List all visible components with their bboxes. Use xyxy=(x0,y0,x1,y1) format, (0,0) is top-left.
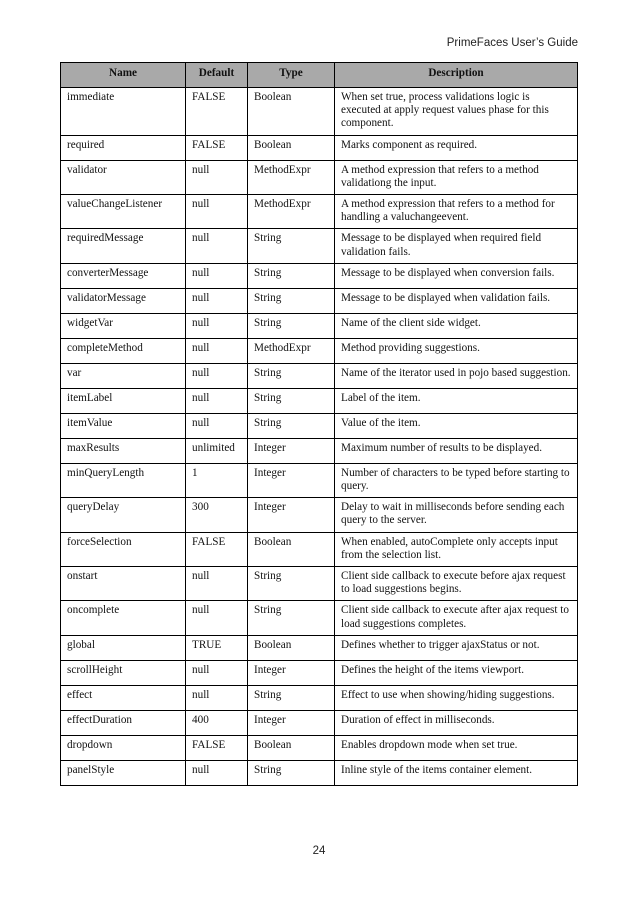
cell-description: Delay to wait in milliseconds before sending each query to the server. xyxy=(335,498,578,532)
cell-description: Maximum number of results to be displayed. xyxy=(335,438,578,463)
cell-type: Boolean xyxy=(248,135,335,160)
cell-default: null xyxy=(186,685,248,710)
cell-type: String xyxy=(248,288,335,313)
cell-type: String xyxy=(248,601,335,635)
table-row xyxy=(61,685,578,710)
cell-default: unlimited xyxy=(186,438,248,463)
cell-name: onstart xyxy=(61,567,186,601)
cell-description: Effect to use when showing/hiding suggestions. xyxy=(335,685,578,710)
cell-type: Boolean xyxy=(248,635,335,660)
cell-type: MethodExpr xyxy=(248,195,335,229)
cell-description: Client side callback to execute after ajax request to load suggestions completes. xyxy=(335,601,578,635)
cell-description: Message to be displayed when validation fails. xyxy=(335,288,578,313)
cell-name: completeMethod xyxy=(61,338,186,363)
cell-type: Integer xyxy=(248,438,335,463)
column-header-name: Name xyxy=(61,63,186,88)
cell-type: String xyxy=(248,413,335,438)
cell-description: A method expression that refers to a method for handling a valuchangeevent. xyxy=(335,195,578,229)
cell-description: Method providing suggestions. xyxy=(335,338,578,363)
cell-description: Defines whether to trigger ajaxStatus or not. xyxy=(335,635,578,660)
cell-name: required xyxy=(61,135,186,160)
table-row xyxy=(61,135,578,160)
cell-type: String xyxy=(248,567,335,601)
cell-name: queryDelay xyxy=(61,498,186,532)
cell-type: Boolean xyxy=(248,735,335,760)
cell-default: null xyxy=(186,601,248,635)
cell-default: FALSE xyxy=(186,88,248,136)
cell-name: effect xyxy=(61,685,186,710)
cell-name: var xyxy=(61,363,186,388)
table-row xyxy=(61,438,578,463)
cell-default: null xyxy=(186,288,248,313)
cell-description: Defines the height of the items viewport. xyxy=(335,660,578,685)
cell-description: Label of the item. xyxy=(335,388,578,413)
table-row xyxy=(61,463,578,497)
cell-type: MethodExpr xyxy=(248,338,335,363)
cell-type: Integer xyxy=(248,463,335,497)
cell-name: immediate xyxy=(61,88,186,136)
column-header-description: Description xyxy=(335,63,578,88)
cell-default: FALSE xyxy=(186,532,248,566)
cell-name: maxResults xyxy=(61,438,186,463)
table-row xyxy=(61,363,578,388)
cell-description: Duration of effect in milliseconds. xyxy=(335,710,578,735)
cell-name: itemLabel xyxy=(61,388,186,413)
cell-type: String xyxy=(248,229,335,263)
cell-description: Client side callback to execute before ajax request to load suggestions begins. xyxy=(335,567,578,601)
cell-name: requiredMessage xyxy=(61,229,186,263)
cell-default: FALSE xyxy=(186,735,248,760)
table-row xyxy=(61,660,578,685)
cell-description: Message to be displayed when conversion fails. xyxy=(335,263,578,288)
cell-description: Name of the iterator used in pojo based suggestion. xyxy=(335,363,578,388)
column-header-default: Default xyxy=(186,63,248,88)
running-header: PrimeFaces User’s Guide xyxy=(446,37,578,49)
cell-default: 300 xyxy=(186,498,248,532)
cell-name: validatorMessage xyxy=(61,288,186,313)
table-row xyxy=(61,567,578,601)
cell-description: Number of characters to be typed before starting to query. xyxy=(335,463,578,497)
cell-name: panelStyle xyxy=(61,760,186,785)
table-row xyxy=(61,498,578,532)
table-row xyxy=(61,601,578,635)
cell-description: Value of the item. xyxy=(335,413,578,438)
cell-default: null xyxy=(186,388,248,413)
cell-type: String xyxy=(248,313,335,338)
table-body xyxy=(61,88,578,786)
cell-description: When set true, process validations logic is executed at apply request values phase for this component. xyxy=(335,88,578,136)
cell-type: Integer xyxy=(248,660,335,685)
table-row xyxy=(61,388,578,413)
cell-description: Enables dropdown mode when set true. xyxy=(335,735,578,760)
cell-default: null xyxy=(186,313,248,338)
cell-name: valueChangeListener xyxy=(61,195,186,229)
cell-description: Marks component as required. xyxy=(335,135,578,160)
cell-name: validator xyxy=(61,160,186,194)
table-row xyxy=(61,288,578,313)
cell-default: null xyxy=(186,195,248,229)
cell-name: itemValue xyxy=(61,413,186,438)
cell-default: null xyxy=(186,229,248,263)
cell-default: null xyxy=(186,760,248,785)
cell-description: When enabled, autoComplete only accepts input from the selection list. xyxy=(335,532,578,566)
cell-default: 400 xyxy=(186,710,248,735)
cell-type: Integer xyxy=(248,710,335,735)
table-row xyxy=(61,735,578,760)
cell-default: 1 xyxy=(186,463,248,497)
cell-type: Integer xyxy=(248,498,335,532)
cell-type: String xyxy=(248,685,335,710)
cell-name: global xyxy=(61,635,186,660)
cell-name: effectDuration xyxy=(61,710,186,735)
cell-description: A method expression that refers to a method validationg the input. xyxy=(335,160,578,194)
table-row xyxy=(61,710,578,735)
cell-type: String xyxy=(248,760,335,785)
cell-type: String xyxy=(248,388,335,413)
cell-name: oncomplete xyxy=(61,601,186,635)
cell-name: converterMessage xyxy=(61,263,186,288)
table-row xyxy=(61,195,578,229)
cell-default: FALSE xyxy=(186,135,248,160)
cell-type: String xyxy=(248,263,335,288)
cell-type: Boolean xyxy=(248,532,335,566)
table-row xyxy=(61,338,578,363)
table-row xyxy=(61,229,578,263)
cell-default: null xyxy=(186,660,248,685)
column-header-type: Type xyxy=(248,63,335,88)
cell-type: String xyxy=(248,363,335,388)
table-header-row xyxy=(61,63,578,88)
cell-default: null xyxy=(186,567,248,601)
cell-default: null xyxy=(186,160,248,194)
cell-description: Message to be displayed when required field validation fails. xyxy=(335,229,578,263)
table-row xyxy=(61,635,578,660)
table-row xyxy=(61,313,578,338)
table-row xyxy=(61,413,578,438)
cell-default: null xyxy=(186,263,248,288)
cell-name: minQueryLength xyxy=(61,463,186,497)
cell-default: null xyxy=(186,413,248,438)
table-row xyxy=(61,760,578,785)
cell-default: TRUE xyxy=(186,635,248,660)
cell-name: dropdown xyxy=(61,735,186,760)
table-row xyxy=(61,532,578,566)
table-row xyxy=(61,263,578,288)
table-row xyxy=(61,160,578,194)
attributes-table xyxy=(60,62,578,786)
page-number: 24 xyxy=(312,845,326,857)
cell-name: scrollHeight xyxy=(61,660,186,685)
cell-description: Inline style of the items container element. xyxy=(335,760,578,785)
cell-default: null xyxy=(186,363,248,388)
cell-type: Boolean xyxy=(248,88,335,136)
cell-type: MethodExpr xyxy=(248,160,335,194)
table-row xyxy=(61,88,578,136)
cell-name: widgetVar xyxy=(61,313,186,338)
cell-description: Name of the client side widget. xyxy=(335,313,578,338)
cell-name: forceSelection xyxy=(61,532,186,566)
cell-default: null xyxy=(186,338,248,363)
